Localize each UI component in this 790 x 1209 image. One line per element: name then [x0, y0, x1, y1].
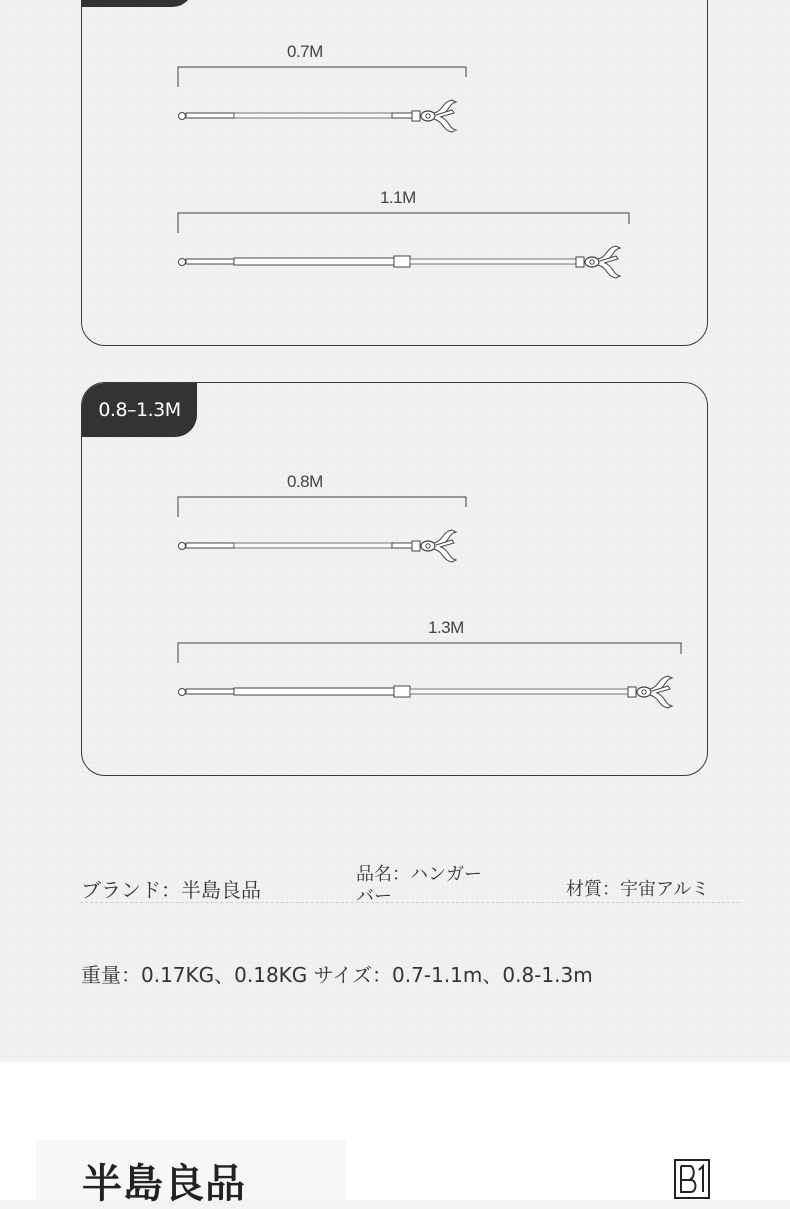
- pole-length-label: 1.1M: [380, 188, 416, 207]
- pole-length-label: 0.8M: [287, 472, 323, 491]
- spec-material: 材質：宇宙アルミ: [566, 879, 710, 900]
- pole-0-7m: [178, 67, 466, 132]
- b1-logo-icon: [672, 1158, 712, 1200]
- pole-length-label: 1.3M: [428, 618, 464, 637]
- spec-product-name-line2: バー: [356, 886, 392, 907]
- spec-brand: ブランド：半島良品: [81, 878, 261, 902]
- spec-weight-size: 重量：0.17KG、0.18KG サイズ：0.7-1.1m、0.8-1.3m: [81, 963, 593, 987]
- pole-1-1m: [178, 213, 629, 278]
- spec-divider: [80, 902, 740, 904]
- spec-product-name-line1: 品名：ハンガー: [356, 864, 482, 885]
- pole-length-label: 0.7M: [287, 42, 323, 61]
- pole-1-3m: [178, 643, 681, 708]
- pole-0-8m: [178, 497, 466, 562]
- brand-logo: 半島良品: [82, 1160, 246, 1207]
- size-card-tab: 0.8–1.3M: [82, 383, 197, 437]
